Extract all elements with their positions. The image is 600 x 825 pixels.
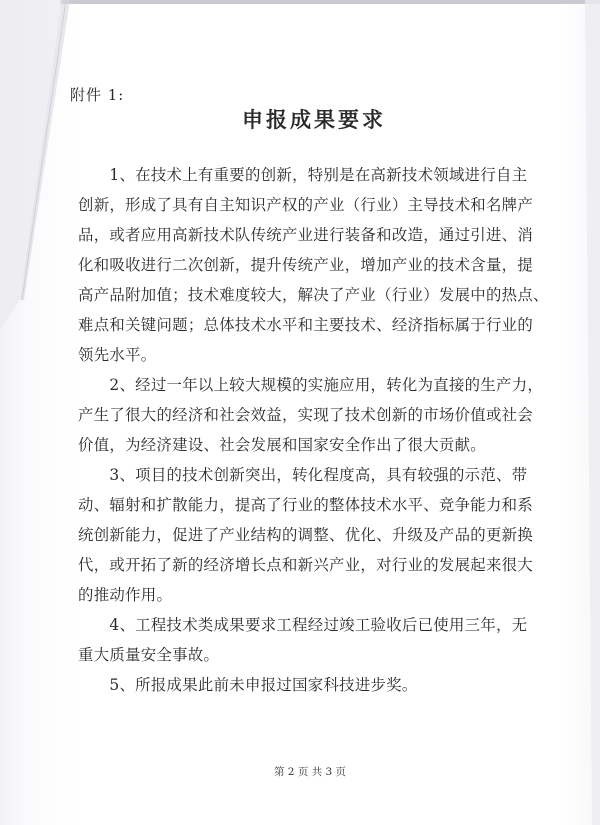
text-line: 化和吸收进行二次创新，提升传统产业，增加产业的技术含量，提 — [78, 256, 534, 274]
text-line: 1、在技术上有重要的创新，特别是在高新技术领域进行自主 — [78, 166, 528, 184]
text-line: 5、所报成果此前未申报过国家科技进步奖。 — [78, 676, 418, 694]
text-line: 价值，为经济建设、社会发展和国家安全作出了很大贡献。 — [78, 436, 486, 454]
attachment-label: 附件 1: — [70, 86, 125, 104]
text-line: 品，或者应用高新技术队传统产业进行装备和改造，通过引进、消 — [78, 226, 534, 244]
text-line: 高产品附加值；技术难度较大，解决了产业（行业）发展中的热点、 — [78, 286, 549, 304]
text-line: 2、经过一年以上较大规模的实施应用，转化为直接的生产力， — [78, 376, 544, 394]
document-title: 申报成果要求 — [242, 107, 386, 132]
paragraph-1 — [78, 160, 549, 370]
text-line: 3、项目的技术创新突出，转化程度高，具有较强的示范、带 — [78, 466, 528, 484]
text-line: 的推动作用。 — [78, 586, 173, 604]
paragraph-2 — [78, 370, 544, 460]
text-line: 产生了很大的经济和社会效益，实现了技术创新的市场价值或社会 — [78, 406, 534, 424]
text-line: 统创新能力，促进了产业结构的调整、优化、升级及产品的更新换 — [78, 526, 534, 544]
text-line: 动、辐射和扩散能力，提高了行业的整体技术水平、竞争能力和系 — [78, 496, 534, 514]
text-line: 重大质量安全事故。 — [78, 646, 220, 664]
paragraph-3 — [78, 460, 534, 610]
text-line: 创新，形成了具有自主知识产权的产业（行业）主导技术和名牌产 — [78, 196, 534, 214]
paragraph-4 — [78, 610, 534, 670]
page-number-footer: 第 2 页 共 3 页 — [273, 766, 347, 778]
text-line: 领先水平。 — [78, 346, 157, 364]
document-body — [78, 160, 549, 700]
text-line: 难点和关键问题；总体技术水平和主要技术、经济指标属于行业的 — [78, 316, 534, 334]
paragraph-5 — [78, 670, 534, 700]
text-line: 代，或开拓了新的经济增长点和新兴产业，对行业的发展起来很大 — [78, 556, 534, 574]
text-line: 4、工程技术类成果要求工程经过竣工验收后已使用三年，无 — [78, 616, 528, 634]
